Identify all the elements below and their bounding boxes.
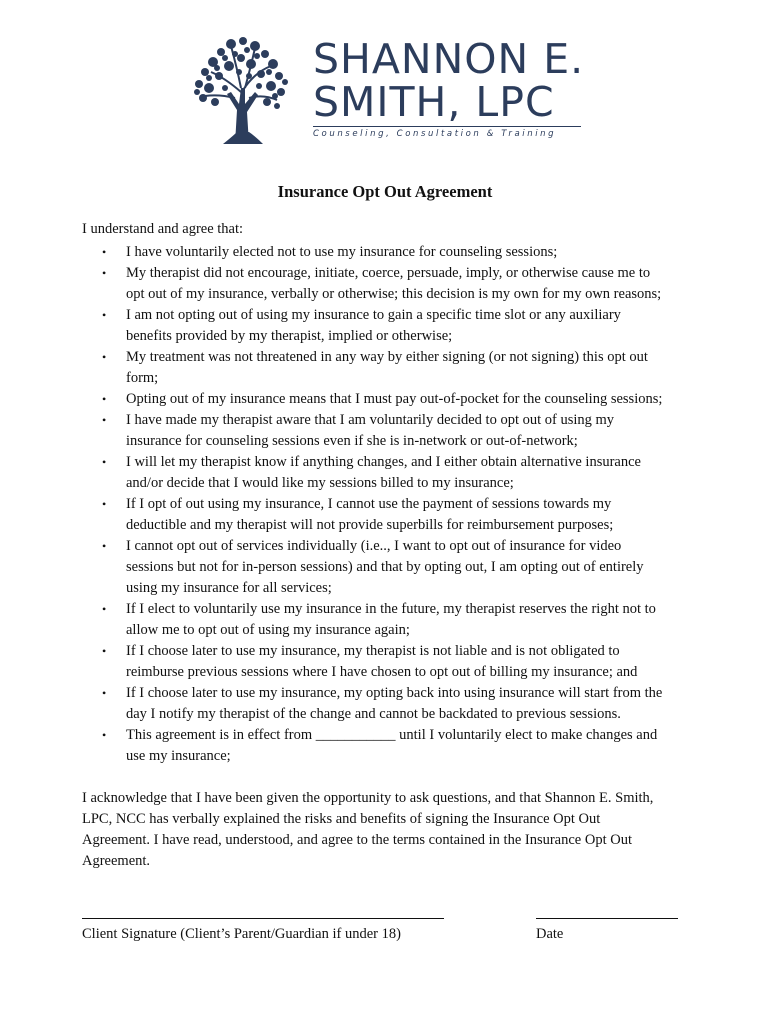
terms-list	[82, 242, 702, 767]
bullet-icon: •	[102, 686, 107, 700]
date-line[interactable]	[536, 918, 678, 919]
list-item-line: This agreement is in effect from ___________ until I voluntarily elect to make changes and	[126, 727, 658, 743]
brand-name	[313, 35, 585, 126]
bullet-icon: •	[102, 266, 107, 280]
list-item	[82, 641, 702, 683]
list-item	[82, 536, 702, 599]
list-item-line: sessions but not for in-person sessions) and that by opting out, I am opting out of entirely	[126, 559, 644, 575]
bullet-icon: •	[102, 539, 107, 553]
acknowledgement-line: I acknowledge that I have been given the opportunity to ask questions, and that Shannon E. Smith,	[82, 790, 654, 806]
logo	[185, 32, 605, 147]
list-item-line: day I notify my therapist of the change and cannot be backdated to previous sessions.	[126, 706, 621, 722]
list-item	[82, 494, 702, 536]
list-item-line: use my insurance;	[126, 748, 231, 764]
list-item-line: I have voluntarily elected not to use my insurance for counseling sessions;	[126, 244, 558, 260]
list-item-line: If I choose later to use my insurance, my opting back into using insurance will start from the	[126, 685, 663, 701]
list-item-line: I will let my therapist know if anything changes, and I either obtain alternative insurance	[126, 454, 641, 470]
brand-divider	[313, 126, 581, 127]
list-item-line: allow me to opt out of using my insurance again;	[126, 622, 410, 638]
list-item	[82, 410, 702, 452]
list-item-line: My treatment was not threatened in any way by either signing (or not signing) this opt out	[126, 349, 648, 365]
acknowledgement-paragraph	[82, 788, 702, 872]
page-title: Insurance Opt Out Agreement	[277, 182, 493, 201]
bullet-icon: •	[102, 308, 107, 322]
list-item-line: form;	[126, 370, 159, 386]
list-item	[82, 242, 702, 263]
list-item-line: If I choose later to use my insurance, my therapist is not liable and is not obligated to	[126, 643, 620, 659]
acknowledgement-line: LPC, NCC has verbally explained the risks and benefits of signing the Insurance Opt Out	[82, 811, 601, 827]
list-item-line: reimburse previous sessions where I have chosen to opt out of billing my insurance; and	[126, 664, 638, 680]
client-signature-line[interactable]	[82, 918, 444, 919]
acknowledgement-line: Agreement.	[82, 853, 151, 869]
list-item	[82, 683, 702, 725]
bullet-icon: •	[102, 728, 107, 742]
brand-tagline: Counseling, Consultation & Training	[313, 129, 557, 139]
list-item-line: If I elect to voluntarily use my insurance in the future, my therapist reserves the right not to	[126, 601, 656, 617]
list-item-line: If I opt of out using my insurance, I cannot use the payment of sessions towards my	[126, 496, 612, 512]
date-label: Date	[536, 926, 564, 942]
bullet-icon: •	[102, 497, 107, 511]
list-item-line: and/or decide that I would like my sessions billed to my insurance;	[126, 475, 514, 491]
list-item	[82, 305, 702, 347]
tree-icon	[185, 32, 295, 144]
bullet-icon: •	[102, 455, 107, 469]
list-item-line: using my insurance for all services;	[126, 580, 332, 596]
list-item-line: deductible and my therapist will not provide superbills for reimbursement purposes;	[126, 517, 614, 533]
list-item-line: Opting out of my insurance means that I must pay out-of-pocket for the counseling sessions;	[126, 391, 663, 407]
bullet-icon: •	[102, 602, 107, 616]
list-item-line: insurance for counseling sessions even if she is in-network or out-of-network;	[126, 433, 578, 449]
list-item	[82, 347, 702, 389]
list-item	[82, 389, 702, 410]
list-item-line: My therapist did not encourage, initiate, coerce, persuade, imply, or otherwise cause me to	[126, 265, 651, 281]
list-item	[82, 599, 702, 641]
list-item-line: I have made my therapist aware that I am voluntarily decided to opt out of using my	[126, 412, 615, 428]
bullet-icon: •	[102, 413, 107, 427]
intro-text: I understand and agree that:	[82, 221, 244, 237]
bullet-icon: •	[102, 392, 107, 406]
bullet-icon: •	[102, 350, 107, 364]
list-item-line: opt out of my insurance, verbally or otherwise; this decision is my own for my own reasons;	[126, 286, 662, 302]
bullet-icon: •	[102, 245, 107, 259]
acknowledgement-line: Agreement. I have read, understood, and agree to the terms contained in the Insurance Opt Out	[82, 832, 632, 848]
list-item-line: benefits provided by my therapist, implied or otherwise;	[126, 328, 453, 344]
list-item	[82, 452, 702, 494]
brand-line-1: SHANNON E.	[313, 35, 585, 83]
client-signature-label: Client Signature (Client’s Parent/Guardian if under 18)	[82, 926, 401, 942]
list-item-line: I am not opting out of using my insurance to gain a specific time slot or any auxiliary	[126, 307, 621, 323]
brand-line-2: SMITH, LPC	[313, 78, 555, 126]
list-item	[82, 263, 702, 305]
list-item	[82, 725, 702, 767]
list-item-line: I cannot opt out of services individually (i.e.., I want to opt out of insurance for video	[126, 538, 622, 554]
bullet-icon: •	[102, 644, 107, 658]
